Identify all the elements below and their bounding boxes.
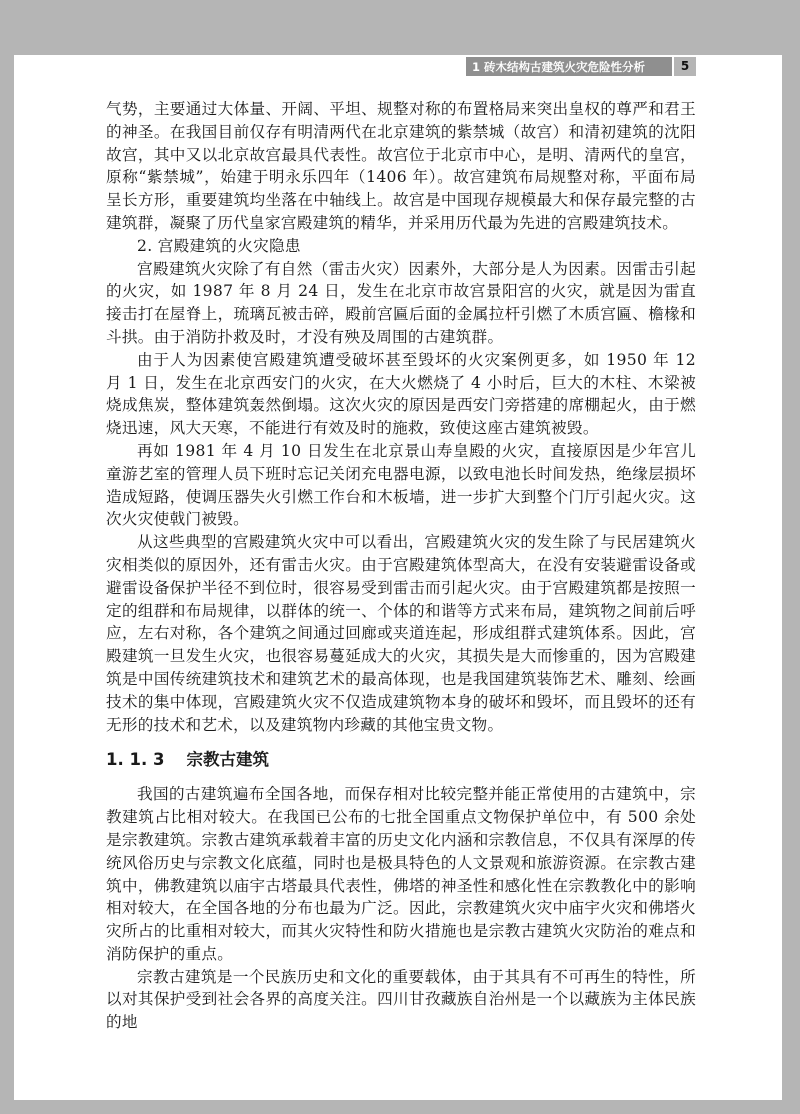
page-border-bottom — [0, 1100, 800, 1114]
running-header — [466, 57, 696, 76]
paragraph: 我国的古建筑遍布全国各地，而保存相对比较完整并能正常使用的古建筑中，宗教建筑占比相对较大。在我国已公布的七批全国重点文物保护单位中，有 500 余处是宗教建筑。宗教古建筑承载着丰富的历史文化内涵和宗教信息，不仅具有深厚的传统风俗历史与宗教文化底蕴，同时也是极具特色的人文景观和旅游资源。在宗教古建筑中，佛教建筑以庙宇古塔最具代表性，佛塔的神圣性和感化性在宗教教化中的影响相对较大，在全国各地的分布也最为广泛。因此，宗教建筑火灾中庙宇火灾和佛塔火灾所占的比重相对较大，而其火灾特性和防火措施也是宗教古建筑火灾防治的难点和消防保护的重点。 — [106, 785, 696, 963]
page-number: 5 — [674, 57, 696, 76]
page-border-top — [0, 0, 800, 55]
paragraph: 再如 1981 年 4 月 10 日发生在北京景山寿皇殿的火灾，直接原因是少年宫儿童游艺室的管理人员下班时忘记关闭充电器电源，以致电池长时间发热，绝缘层损坏造成短路，使调压器失火引燃工作台和木板墙，进一步扩大到整个门厅引起火灾。这次火灾使戟门被毁。 — [106, 441, 696, 529]
paragraph: 宗教古建筑是一个民族历史和文化的重要载体，由于其具有不可再生的特性，所以对其保护受到社会各界的高度关注。四川甘孜藏族自治州是一个以藏族为主体民族的地 — [106, 967, 696, 1032]
chapter-title: 1 砖木结构古建筑火灾危险性分析 — [472, 59, 646, 74]
paragraph: 从这些典型的宫殿建筑火灾中可以看出，宫殿建筑火灾的发生除了与民居建筑火灾相类似的原因外，还有雷击火灾。由于宫殿建筑体型高大，在没有安装避雷设备或避雷设备保护半径不到位时，很容易受到雷击而引起火灾。由于宫殿建筑都是按照一定的组群和布局规律，以群体的统一、个体的和谐等方式来布局，建筑物之间前后呼应，左右对称，各个建筑之间通过回廊或夹道连起，形成组群式建筑体系。因此，宫殿建筑一旦发生火灾，也很容易蔓延成大的火灾，其损失是大而惨重的，因为宫殿建筑是中国传统建筑技术和建筑艺术的最高体现，也是我国建筑装饰艺术、雕刻、绘画技术的集中体现，宫殿建筑火灾不仅造成建筑物本身的破坏和毁坏，而且毁坏的还有无形的技术和艺术，以及建筑物内珍藏的其他宝贵文物。 — [106, 533, 696, 734]
page-border-right — [782, 0, 800, 1114]
paragraph: 宫殿建筑火灾除了有自然（雷击火灾）因素外，大部分是人为因素。因雷击引起的火灾，如 1987 年 8 月 24 日，发生在北京市故宫景阳宫的火灾，就是因为雷直接击打在屋脊上，琉璃瓦被击碎，殿前宫匾后面的金属拉杆引燃了木质宫匾、檐椽和斗拱。由于消防扑救及时，才没有殃及周围的古建筑群。 — [106, 259, 696, 346]
paragraph-continuation: 气势，主要通过大体量、开阔、平坦、规整对称的布置格局来突出皇权的尊严和君王的神圣。在我国目前仅存有明清两代在北京建筑的紫禁城（故宫）和清初建筑的沈阳故宫，其中又以北京故宫最具代表性。故宫位于北京市中心，是明、清两代的皇宫，原称“紫禁城”，始建于明永乐四年（1406 年）。故宫建筑布局规整对称，平面布局呈长方形，重要建筑均坐落在中轴线上。故宫是中国现存规模最大和保存最完整的古建筑群，凝聚了历代皇家宫殿建筑的精华，并采用历代最为先进的宫殿建筑技术。 — [106, 100, 696, 232]
paragraph: 由于人为因素使宫殿建筑遭受破坏甚至毁坏的火灾案例更多，如 1950 年 12 月 1 日，发生在北京西安门的火灾，在大火燃烧了 4 小时后，巨大的木柱、木梁被烧成焦炭，整体建筑轰然倒塌。这次火灾的原因是西安门旁搭建的席棚起火，由于燃烧迅速，风大天寒，不能进行有效及时的施救，致使这座古建筑被毁。 — [106, 350, 696, 438]
page-body — [106, 98, 696, 1034]
section-heading — [106, 748, 696, 772]
subsection-heading: 2. 宫殿建筑的火灾隐患 — [137, 236, 301, 255]
section-title: 宗教古建筑 — [186, 750, 269, 770]
section-number: 1. 1. 3 — [106, 750, 165, 770]
page-border-left — [0, 0, 14, 1114]
